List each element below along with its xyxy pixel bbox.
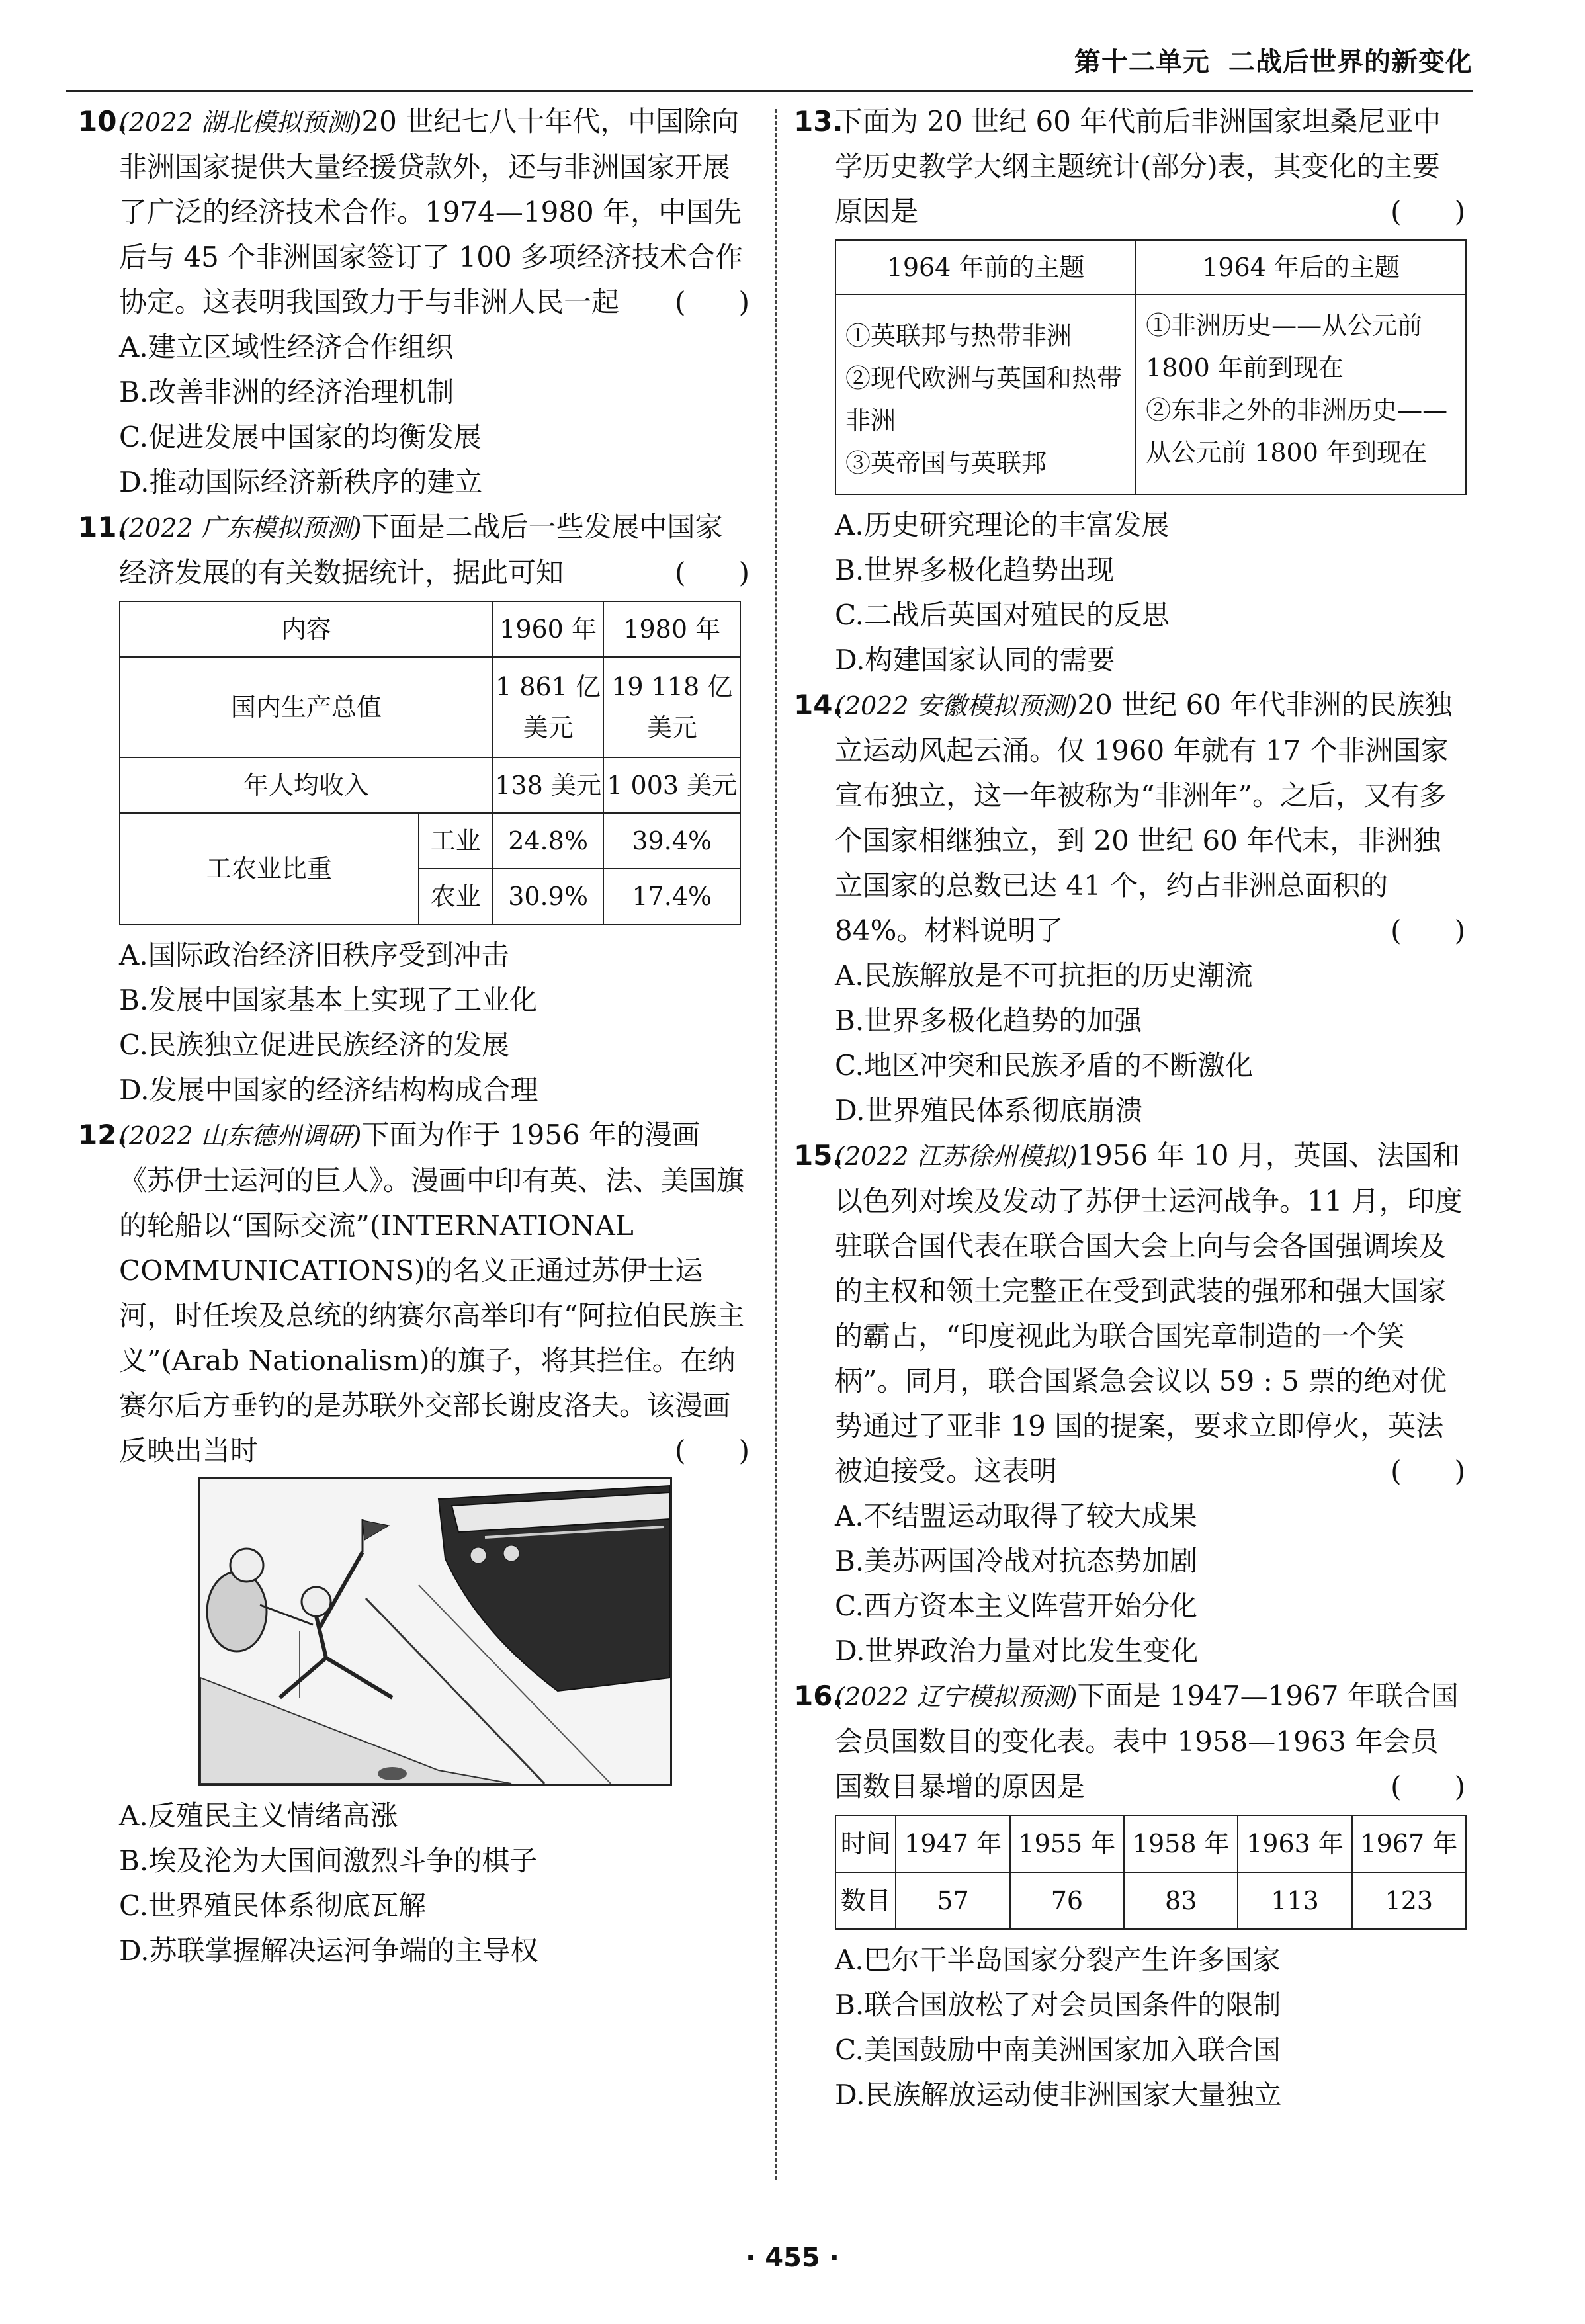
table-cell: 1958 年: [1124, 1815, 1238, 1872]
un-membership-table: [835, 1815, 1467, 1930]
question-number: 10.: [78, 105, 128, 138]
table-row-label: 数目: [835, 1872, 896, 1929]
option-b[interactable]: B.世界多极化趋势的加强: [835, 1004, 1142, 1037]
syllabus-theme-table: [835, 239, 1467, 495]
option-c[interactable]: C.美国鼓励中南美洲国家加入联合国: [835, 2034, 1281, 2066]
table-header-cell: 1964 年前的主题: [835, 240, 1136, 294]
page-header: [811, 41, 1473, 79]
question-stem: 下面为作于 1956 年的漫画《苏伊士运河的巨人》。漫画中印有英、法、美国旗的轮船以“国际交流”(INTERNATIONAL COMMUNICATIONS)的名义正通过苏伊士运河，时任埃及总统的纳赛尔高举印有“阿拉伯民族主义”(Arab Nationalism)的旗子，将其拦住。在纳赛尔后方垂钓的是苏联外交部长谢皮洛夫。该漫画反映出当时: [119, 1119, 745, 1467]
question-source: (2022 辽宁模拟预测): [835, 1682, 1078, 1711]
table-cell: 国内生产总值: [120, 657, 493, 757]
option-a[interactable]: A.历史研究理论的丰富发展: [835, 509, 1170, 541]
table-cell: 1947 年: [896, 1815, 1009, 1872]
answer-blank[interactable]: ( ): [1391, 1455, 1465, 1487]
question-stem: 下面是二战后一些发展中国家经济发展的有关数据统计，据此可知: [119, 511, 723, 589]
question-number: 12.: [78, 1119, 128, 1151]
table-header-cell: 内容: [120, 601, 493, 657]
question-13: [794, 99, 1465, 683]
table-cell: 农业: [419, 869, 493, 924]
table-cell: 123: [1352, 1872, 1466, 1929]
answer-blank[interactable]: ( ): [675, 1434, 750, 1467]
table-cell-after: [1136, 294, 1466, 494]
answer-blank[interactable]: ( ): [1391, 1770, 1465, 1803]
question-16: [794, 1674, 1465, 2118]
table-cell-before: [835, 294, 1136, 494]
theme-item: ③英帝国与英联邦: [845, 449, 1047, 478]
question-12: [78, 1113, 750, 1973]
option-c[interactable]: C.地区冲突和民族矛盾的不断激化: [835, 1049, 1253, 1082]
question-stem: 下面为 20 世纪 60 年代前后非洲国家坦桑尼亚中学历史教学大纲主题统计(部分)表，其变化的主要原因是: [835, 105, 1441, 228]
suez-canal-cartoon: [198, 1477, 672, 1786]
theme-item: ①英联邦与热带非洲: [845, 322, 1072, 351]
table-cell: 19 118 亿美元: [603, 657, 740, 757]
question-source: (2022 广东模拟预测): [119, 513, 362, 542]
table-cell: 138 美元: [493, 757, 604, 813]
table-cell: 17.4%: [603, 869, 740, 924]
table-header-cell: 1964 年后的主题: [1136, 240, 1466, 294]
table-cell: 76: [1010, 1872, 1124, 1929]
option-b[interactable]: B.改善非洲的经济治理机制: [119, 376, 454, 408]
table-cell: 1963 年: [1238, 1815, 1351, 1872]
question-number: 13.: [794, 105, 843, 138]
table-header-cell: 1980 年: [603, 601, 740, 657]
option-b[interactable]: B.美苏两国冷战对抗态势加剧: [835, 1545, 1198, 1577]
option-c[interactable]: C.西方资本主义阵营开始分化: [835, 1590, 1197, 1622]
table-row-label: 时间: [835, 1815, 896, 1872]
table-cell: 57: [896, 1872, 1009, 1929]
option-a[interactable]: A.巴尔干半岛国家分裂产生许多国家: [835, 1944, 1281, 1976]
table-cell: 1 003 美元: [603, 757, 740, 813]
table-cell: 24.8%: [493, 813, 604, 869]
question-number: 14.: [794, 689, 843, 721]
right-column: [794, 99, 1465, 2118]
question-stem: 20 世纪七八十年代，中国除向非洲国家提供大量经援贷款外，还与非洲国家开展了广泛的经济技术合作。1974—1980 年，中国先后与 45 个非洲国家签订了 100 多项经济技术合作协定。这表明我国致力于与非洲人民一起: [119, 105, 744, 318]
table-cell: 113: [1238, 1872, 1351, 1929]
option-b[interactable]: B.发展中国家基本上实现了工业化: [119, 984, 538, 1016]
answer-blank[interactable]: ( ): [1391, 195, 1465, 228]
left-column: [78, 99, 750, 1973]
option-b[interactable]: B.世界多极化趋势出现: [835, 554, 1115, 586]
option-c[interactable]: C.世界殖民体系彻底瓦解: [119, 1889, 426, 1922]
option-c[interactable]: C.促进发展中国家的均衡发展: [119, 421, 482, 453]
question-source: (2022 湖北模拟预测): [119, 108, 362, 137]
option-d[interactable]: D.构建国家认同的需要: [835, 644, 1115, 676]
unit-label: 第十二单元: [1074, 47, 1210, 77]
table-cell: 39.4%: [603, 813, 740, 869]
table-cell: 1 861 亿美元: [493, 657, 604, 757]
option-d[interactable]: D.世界殖民体系彻底崩溃: [835, 1094, 1143, 1127]
option-a[interactable]: A.建立区域性经济合作组织: [119, 331, 454, 363]
question-source: (2022 江苏徐州模拟): [835, 1142, 1078, 1171]
option-d[interactable]: D.苏联掌握解决运河争端的主导权: [119, 1934, 538, 1967]
table-cell: 1955 年: [1010, 1815, 1124, 1872]
option-d[interactable]: D.民族解放运动使非洲国家大量独立: [835, 2079, 1282, 2111]
table-cell: 工业: [419, 813, 493, 869]
option-d[interactable]: D.发展中国家的经济结构构成合理: [119, 1074, 538, 1106]
question-number: 16.: [794, 1680, 843, 1712]
option-a[interactable]: A.反殖民主义情绪高涨: [119, 1799, 398, 1832]
question-number: 11.: [78, 511, 128, 543]
option-a[interactable]: A.民族解放是不可抗拒的历史潮流: [835, 959, 1253, 992]
option-b[interactable]: B.埃及沦为大国间激烈斗争的棋子: [119, 1844, 538, 1877]
theme-item: ②现代欧洲与英国和热带非洲: [845, 364, 1123, 435]
question-stem: 下面是 1947—1967 年联合国会员国数目的变化表。表中 1958—1963 年会员国数目暴增的原因是: [835, 1680, 1459, 1803]
table-cell: 30.9%: [493, 869, 604, 924]
question-15: [794, 1133, 1465, 1674]
question-11: [78, 505, 750, 1113]
option-d[interactable]: D.推动国际经济新秩序的建立: [119, 466, 483, 498]
option-c[interactable]: C.二战后英国对殖民的反思: [835, 599, 1170, 631]
question-stem: 1956 年 10 月，英国、法国和以色列对埃及发动了苏伊士运河战争。11 月，印度驻联合国代表在联合国大会上向与会各国强调埃及的主权和领土完整正在受到武装的强邪和强大国家的霸占，“印度视此为联合国宪章制造的一个笑柄”。同月，联合国紧急会议以 59 : 5 票的绝对优势通过了亚非 19 国的提案，要求立即停火，英法被迫接受。这表明: [835, 1139, 1463, 1487]
theme-item: ①非洲历史——从公元前 1800 年前到现在: [1146, 311, 1423, 382]
option-d[interactable]: D.世界政治力量对比发生变化: [835, 1635, 1199, 1667]
question-14: [794, 683, 1465, 1133]
table-cell: 年人均收入: [120, 757, 493, 813]
unit-title: 二战后世界的新变化: [1228, 47, 1473, 77]
answer-blank[interactable]: ( ): [675, 286, 750, 318]
table-cell: 工农业比重: [120, 813, 419, 924]
question-source: (2022 山东德州调研): [119, 1121, 362, 1150]
question-source: (2022 安徽模拟预测): [835, 691, 1078, 720]
table-cell: 83: [1124, 1872, 1238, 1929]
page-number: · 455 ·: [746, 2243, 839, 2273]
question-number: 15.: [794, 1139, 843, 1172]
table-cell: 1967 年: [1352, 1815, 1466, 1872]
option-a[interactable]: A.不结盟运动取得了较大成果: [835, 1500, 1197, 1532]
table-header-cell: 1960 年: [493, 601, 604, 657]
economic-data-table: [119, 601, 741, 925]
answer-blank[interactable]: ( ): [1391, 914, 1465, 947]
option-a[interactable]: A.国际政治经济旧秩序受到冲击: [119, 939, 509, 971]
answer-blank[interactable]: ( ): [675, 556, 750, 589]
option-b[interactable]: B.联合国放松了对会员国条件的限制: [835, 1989, 1281, 2021]
column-divider: [775, 109, 777, 2180]
header-rule: [66, 90, 1473, 92]
question-10: [78, 99, 750, 505]
question-stem: 20 世纪 60 年代非洲的民族独立运动风起云涌。仅 1960 年就有 17 个非洲国家宣布独立，这一年被称为“非洲年”。之后，又有多个国家相继独立，到 20 世纪 60 年代末，非洲独立国家的总数已达 41 个，约占非洲总面积的 84%。材料说明了: [835, 689, 1453, 947]
option-c[interactable]: C.民族独立促进民族经济的发展: [119, 1029, 509, 1061]
theme-item: ②东非之外的非洲历史——从公元前 1800 年到现在: [1146, 396, 1448, 467]
